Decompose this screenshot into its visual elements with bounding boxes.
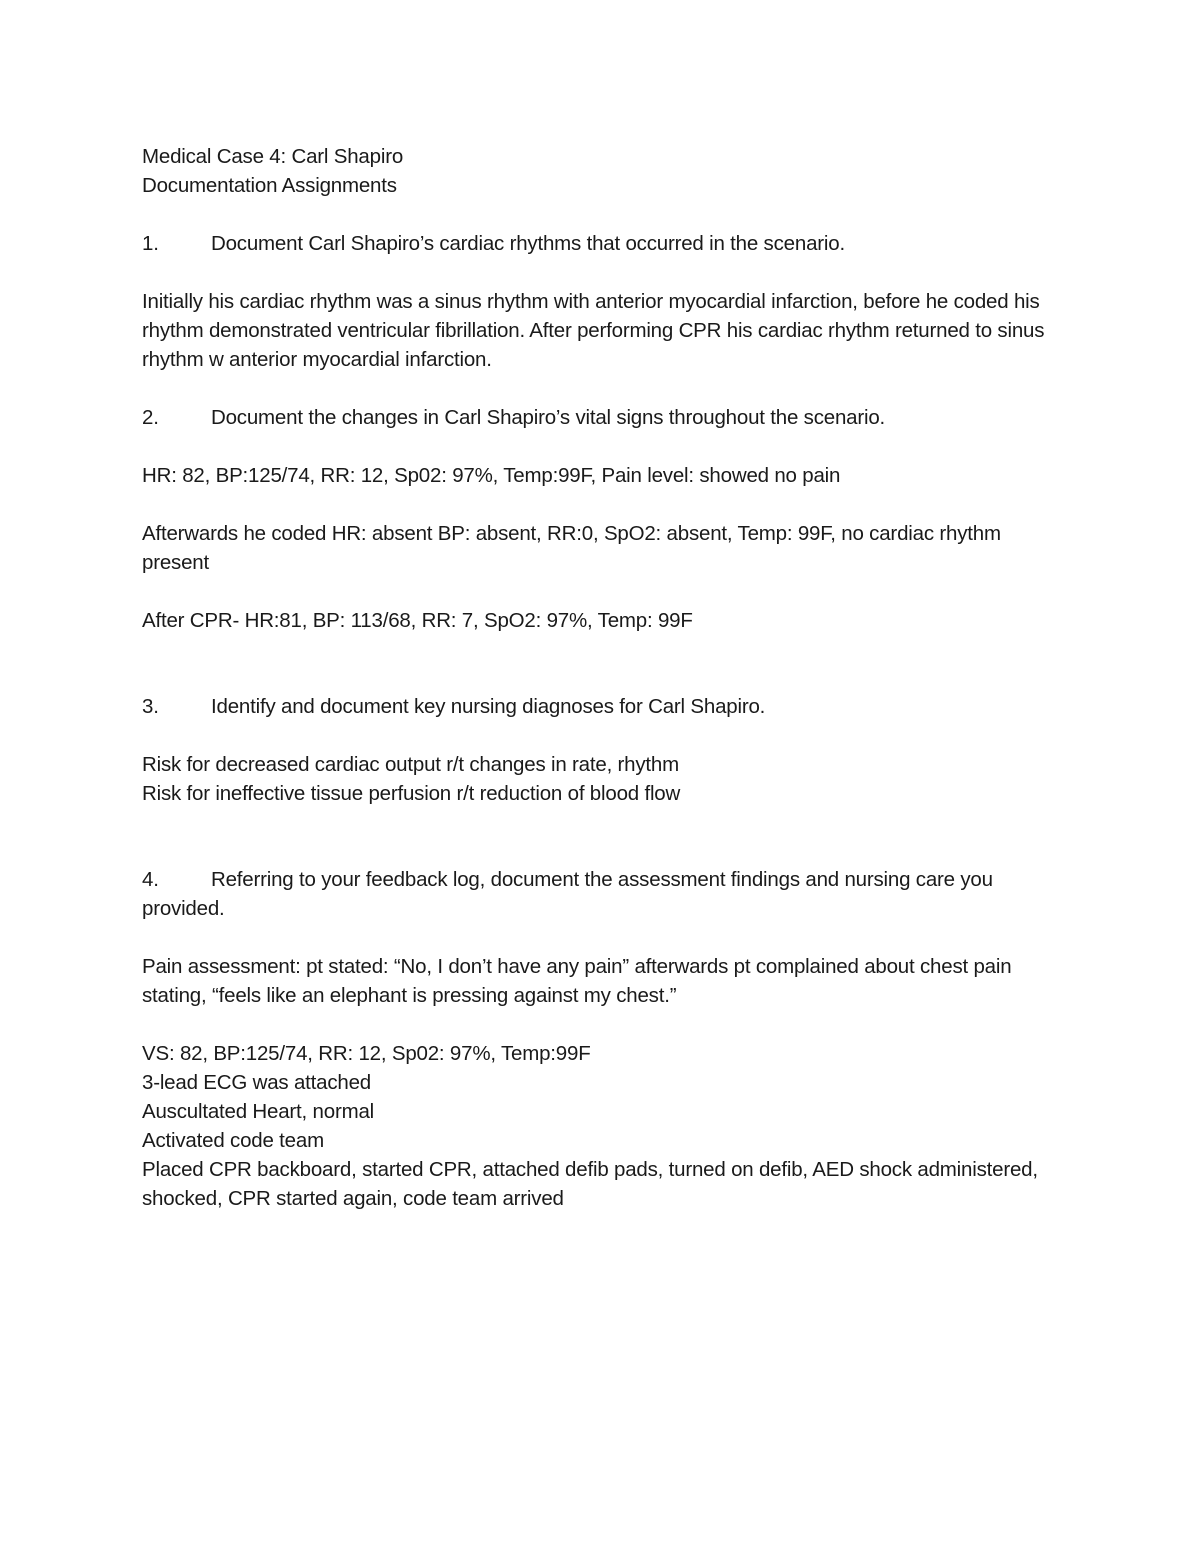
care-item: VS: 82, BP:125/74, RR: 12, Sp02: 97%, Temp:99F <box>142 1042 591 1065</box>
care-item: 3-lead ECG was attached <box>142 1071 371 1094</box>
document-body <box>142 142 1062 1213</box>
care-item: Activated code team <box>142 1129 324 1152</box>
answer-paragraph: Initially his cardiac rhythm was a sinus rhythm with anterior myocardial infarction, before he coded his rhythm demonstrated ventricular fibrillation. After performing CPR his cardiac rhythm returned to sinus rhythm w anterior myocardial infarction. <box>142 290 1050 371</box>
question-number: 4. <box>142 868 159 891</box>
question-4 <box>142 865 1062 923</box>
question-prompt: Referring to your feedback log, document the assessment findings and nursing care you provided. <box>142 868 993 920</box>
document-subtitle: Documentation Assignments <box>142 174 397 197</box>
question-number: 3. <box>142 695 159 718</box>
question-prompt: Document the changes in Carl Shapiro’s vital signs throughout the scenario. <box>211 406 886 429</box>
vitals-initial: HR: 82, BP:125/74, RR: 12, Sp02: 97%, Temp:99F, Pain level: showed no pain <box>142 464 841 487</box>
question-number: 1. <box>142 232 159 255</box>
question-prompt: Document Carl Shapiro’s cardiac rhythms that occurred in the scenario. <box>211 232 845 255</box>
care-item: Placed CPR backboard, started CPR, attached defib pads, turned on defib, AED shock administered, shocked, CPR started again, code team arrived <box>142 1158 1044 1210</box>
vitals-coded: Afterwards he coded HR: absent BP: absent, RR:0, SpO2: absent, Temp: 99F, no cardiac rhythm present <box>142 522 1007 574</box>
question-number: 2. <box>142 406 159 429</box>
pain-assessment: Pain assessment: pt stated: “No, I don’t have any pain” afterwards pt complained about chest pain stating, “feels like an elephant is pressing against my chest.” <box>142 955 1017 1007</box>
nursing-diagnosis: Risk for ineffective tissue perfusion r/t reduction of blood flow <box>142 782 681 805</box>
care-item: Auscultated Heart, normal <box>142 1100 375 1123</box>
vitals-after-cpr: After CPR- HR:81, BP: 113/68, RR: 7, SpO2: 97%, Temp: 99F <box>142 609 693 632</box>
question-2 <box>142 403 1062 432</box>
question-3 <box>142 692 1062 721</box>
nursing-diagnosis: Risk for decreased cardiac output r/t changes in rate, rhythm <box>142 753 680 776</box>
document-title: Medical Case 4: Carl Shapiro <box>142 145 404 168</box>
question-1 <box>142 229 1062 258</box>
question-prompt: Identify and document key nursing diagnoses for Carl Shapiro. <box>211 695 766 718</box>
